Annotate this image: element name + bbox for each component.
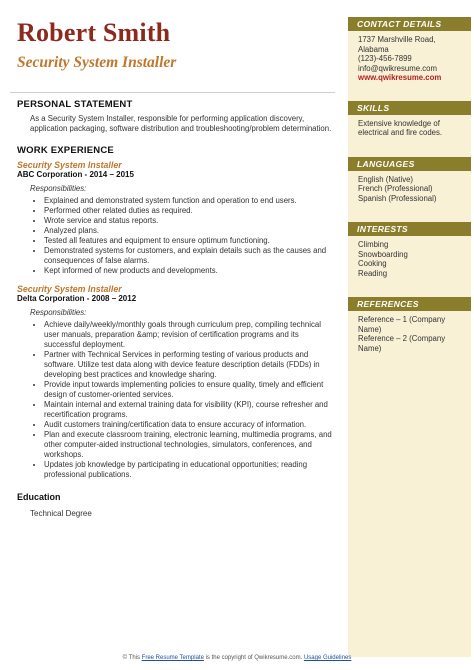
responsibilities-list (17, 320, 337, 480)
interests-heading: INTERESTS (348, 222, 471, 236)
job-company: Delta Corporation - 2008 – 2012 (17, 294, 137, 303)
list-item: Reading (358, 268, 388, 278)
education-heading: Education (17, 492, 61, 502)
website-link[interactable]: www.qwikresume.com (358, 73, 442, 82)
personal-statement-heading: PERSONAL STATEMENT (17, 99, 133, 110)
job-title: Security System Installer (17, 284, 122, 294)
list-item: French (Professional) (358, 184, 433, 193)
job-title: Security System Installer (17, 160, 122, 170)
skills-heading: SKILLS (348, 101, 471, 115)
list-item: • Wrote service and status reports. (44, 216, 337, 226)
list-item: • Audit customers training/certification data to ensure accuracy of information. (44, 420, 337, 430)
list-item: • Maintain internal and external training data for visibility (KPI), course refresher and recertification programs. (44, 400, 337, 420)
responsibilities-label: Responsibilities: (30, 308, 87, 317)
footer-text: © This (122, 655, 142, 661)
address-line: Alabama (358, 44, 389, 54)
candidate-title: Security System Installer (17, 54, 177, 71)
job-entry (17, 160, 337, 276)
job-entry (17, 284, 337, 480)
list-item: • Provide input towards implementing policies to ensure quality, timely and efficient design of customer-oriented services. (44, 380, 337, 400)
list-item: Reference – 1 (Company Name) (358, 315, 446, 334)
list-item: • Plan and execute classroom training, electronic learning, multimedia programs, and other computer-aided instructional technologies, simulators, conferences, and workshops. (44, 430, 337, 460)
references-heading: REFERENCES (348, 297, 471, 311)
footer (0, 655, 474, 661)
candidate-name: Robert Smith (17, 18, 171, 47)
header-divider (10, 92, 335, 93)
list-item: • Performed other related duties as required. (44, 206, 337, 216)
references-list (348, 311, 471, 353)
list-item: • Demonstrated systems for customers, and explain details such as the causes and consequences of false alarms. (44, 246, 337, 266)
job-company: ABC Corporation - 2014 – 2015 (17, 170, 134, 179)
interests-list (348, 236, 471, 278)
list-item: • Explained and demonstrated system function and operation to end users. (44, 196, 337, 206)
personal-statement-text: As a Security System Installer, responsible for performing application discovery, application packaging, software distribution and troubleshooting/problem determination. (30, 114, 332, 133)
education-degree: Technical Degree (30, 509, 92, 518)
list-item: • Updates job knowledge by participating in educational opportunities; reading professional publications. (44, 460, 337, 480)
list-item: • Kept informed of new products and developments. (44, 266, 337, 276)
list-item: • Achieve daily/weekly/monthly goals through curriculum prep, compiling technical user manuals, preparation &amp; revision of certification programs and its successful deployment. (44, 320, 337, 350)
main-column (17, 100, 337, 519)
list-item: Spanish (Professional) (358, 193, 437, 203)
contact-heading: CONTACT DETAILS (348, 17, 471, 31)
list-item: • Partner with Technical Services in performing testing of various products and software. Utilize test data along with device feature description details (FDDs) in developing best practices and knowledge sharing. (44, 350, 337, 380)
address-line: 1737 Marshville Road, (358, 35, 436, 44)
sidebar (348, 17, 471, 657)
languages-heading: LANGUAGES (348, 157, 471, 171)
skills-text: Extensive knowledge of electrical and fire codes. (358, 118, 443, 137)
footer-text: is the copyright of Qwikresume.com. (203, 655, 304, 661)
usage-guidelines-link[interactable]: Usage Guidelines (303, 655, 352, 661)
list-item: • Analyzed plans. (44, 226, 337, 236)
languages-list (348, 171, 471, 204)
list-item: Snowboarding (358, 249, 408, 259)
list-item: Cooking (358, 259, 387, 268)
list-item: Reference – 2 (Company Name) (358, 334, 446, 353)
phone: (123)-456-7899 (358, 54, 412, 63)
responsibilities-list (17, 196, 337, 276)
list-item: English (Native) (358, 174, 414, 184)
list-item: Climbing (358, 240, 389, 249)
contact-details (348, 31, 471, 83)
work-experience-heading: WORK EXPERIENCE (17, 145, 114, 156)
list-item: • Tested all features and equipment to ensure optimum functioning. (44, 236, 337, 246)
email-link[interactable]: info@qwikresume.com (358, 63, 437, 73)
free-template-link[interactable]: Free Resume Template (141, 655, 204, 661)
responsibilities-label: Responsibilities: (30, 184, 87, 193)
